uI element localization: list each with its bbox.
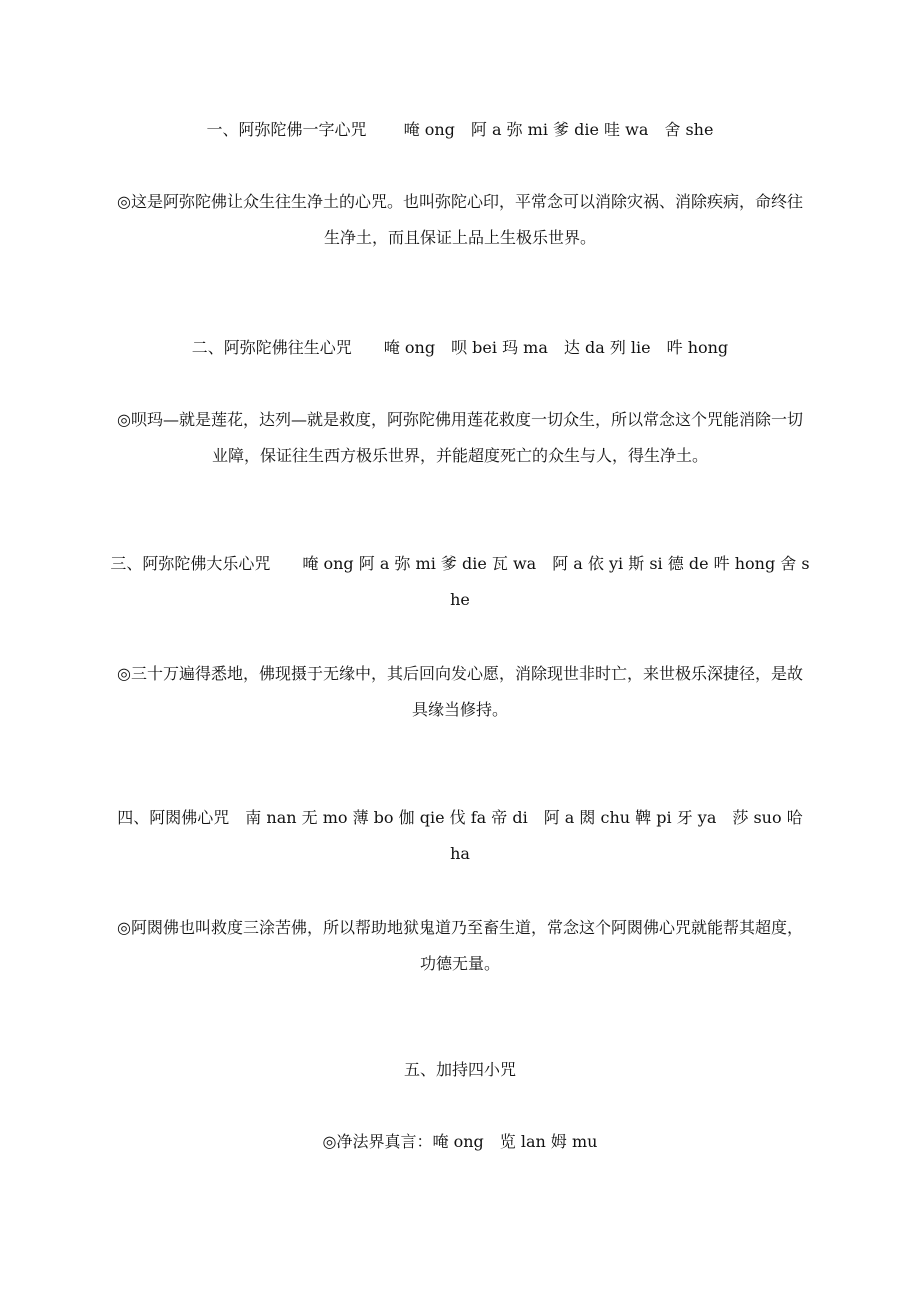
section-5-title: 五、加持四小咒 [403, 1060, 516, 1079]
section-1-title: 一、阿弥陀佛一字心咒 唵 ong 阿 a 弥 mi 爹 die 哇 wa 舍 she [206, 120, 714, 139]
section-2-description: ◎呗玛—就是莲花，达列—就是救度，阿弥陀佛用莲花救度一切众生，所以常念这个咒能消除一切业障，保证往生西方极乐世界，并能超度死亡的众生与人，得生净土。 [117, 410, 803, 465]
section-1-description: ◎这是阿弥陀佛让众生往生净土的心咒。也叫弥陀心印，平常念可以消除灾祸、消除疾病，命终往生净土，而且保证上品上生极乐世界。 [117, 192, 803, 247]
section-3-title: 三、阿弥陀佛大乐心咒 唵 ong 阿 a 弥 mi 爹 die 瓦 wa 阿 a 依 yi 斯 si 德 de 吽 hong 舍 she [110, 554, 810, 609]
section-2-title: 二、阿弥陀佛往生心咒 唵 ong 呗 bei 玛 ma 达 da 列 lie 吽 hong [191, 338, 729, 357]
section-3-description: ◎三十万遍得悉地，佛现摄于无缘中，其后回向发心愿，消除现世非时亡，来世极乐深捷径，是故具缘当修持。 [117, 664, 803, 719]
section-4-description: ◎阿閦佛也叫救度三涂苦佛，所以帮助地狱鬼道乃至畜生道，常念这个阿閦佛心咒就能帮其超度，功德无量。 [117, 918, 803, 973]
section-5-description: ◎净法界真言：唵 ong 览 lan 姆 mu [322, 1132, 598, 1151]
section-4-title: 四、阿閦佛心咒 南 nan 无 mo 薄 bo 伽 qie 伐 fa 帝 di 阿 a 閦 chu 鞞 pi 牙 ya 莎 suo 哈 ha [117, 808, 803, 863]
